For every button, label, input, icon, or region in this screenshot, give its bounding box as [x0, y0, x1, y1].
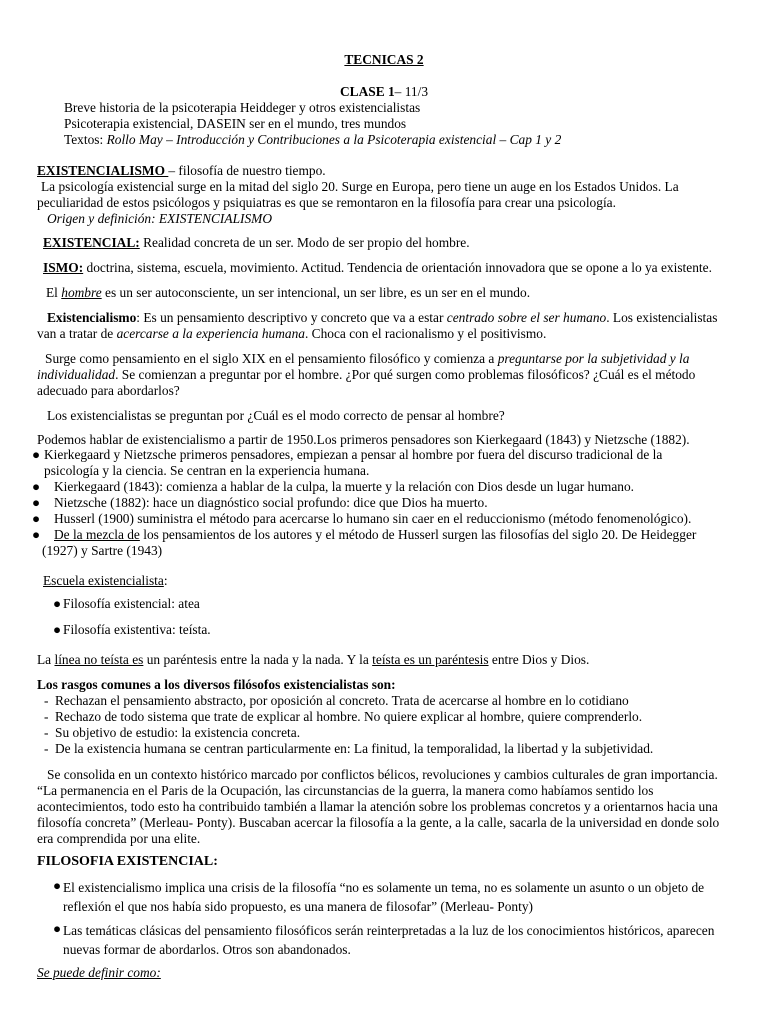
class-heading [0, 84, 768, 100]
existencialismo-def: – filosofía de nuestro tiempo. [168, 163, 326, 178]
intro-line: Psicoterapia existencial, DASEIN ser en el mundo, tres mundos [64, 116, 407, 131]
list-item: Nietzsche (1882): hace un diagnóstico social profundo: dice que Dios ha muerto. [54, 495, 488, 510]
dash-icon: - [44, 709, 49, 724]
pregunta-line: Los existencialistas se preguntan por ¿Cuál es el modo correcto de pensar al hombre? [47, 408, 505, 423]
existencialismo-term: EXISTENCIALISMO [37, 163, 169, 178]
mezcla-underlined: De la mezcla de [54, 527, 140, 542]
ismo-def [43, 260, 743, 276]
bullet-icon: ● [32, 527, 41, 542]
escuela-colon: : [163, 573, 168, 588]
existencialismo-section [37, 163, 737, 227]
hombre-pre: El [46, 285, 62, 300]
hombre-word: hombre [61, 285, 102, 300]
bullet-icon: ● [53, 878, 62, 893]
list-item: Rechazo de todo sistema que trate de explicar al hombre. No quiere explicar al hombre, quiere comprenderlo. [55, 709, 643, 724]
text-run: . Los existencialistas van a tratar de [37, 310, 718, 341]
list-item: Filosofía existentiva: teísta. [63, 622, 211, 637]
linea-line [37, 652, 757, 668]
list-item: Kierkegaard (1843): comienza a hablar de la culpa, la muerte y la relación con Dios desde un lugar humano. [54, 479, 635, 494]
class-label: CLASE 1 [339, 84, 395, 99]
document-title: TECNICAS 2 [344, 52, 424, 67]
list-item: Las temáticas clásicas del pensamiento filosóficos serán reinterpretadas a la luz de los conocimientos históricos, aparecen nuevas formar de abordarlos. Otros son abandonados. [63, 923, 715, 957]
mezcla-rest: los pensamientos de los autores y el método de Husserl surgen las filosofías del siglo 20. De Heidegger (1927) y Sartre (1943) [42, 527, 697, 558]
dash-icon: - [44, 693, 49, 708]
class-date: – 11/3 [394, 84, 429, 99]
list-item: Su objetivo de estudio: la existencia concreta. [55, 725, 301, 740]
bullet-icon: ● [53, 622, 62, 637]
bullet-icon: ● [32, 447, 41, 462]
list-item: Kierkegaard y Nietzsche primeros pensadores, empiezan a pensar al hombre por fuera del discurso tradicional de la psicología y la ciencia. Se centran en la experiencia humana. [44, 447, 663, 478]
existencialismo-heading [37, 163, 737, 179]
list-item: Rechazan el pensamiento abstracto, por oposición al concreto. Trata de acercarse al hombre en lo cotidiano [55, 693, 629, 708]
bullet-icon: ● [53, 921, 62, 936]
filosofia-heading: FILOSOFIA EXISTENCIAL: [37, 854, 218, 869]
dash-icon: - [44, 741, 49, 756]
intro-block [64, 100, 744, 148]
escuela-heading [43, 573, 743, 589]
list-item: El existencialismo implica una crisis de la filosofía “no es solamente un tema, no es solamente un asunto o un objeto de reflexión el que nos había sido propuesto, es una manera de filosofar” (Merleau- Ponty) [63, 880, 705, 914]
textos-label: Textos: [64, 132, 107, 147]
textos-line [64, 132, 744, 148]
text-run: La [37, 652, 55, 667]
list-item: Husserl (1900) suministra el método para acercarse lo humano sin caer en el reduccionismo (método fenomenológico). [54, 511, 692, 526]
list-item-mezcla [42, 527, 702, 559]
existencialismo-paragraph: La psicología existencial surge en la mitad del siglo 20. Surge en Europa, pero tiene un auge en los Estados Unidos. La peculiaridad de estos psicólogos y psiquiatras es que se remontaron en la filosofía para crear una psicología. [37, 179, 679, 210]
existencial-term: EXISTENCIAL: [43, 235, 140, 250]
ismo-text: doctrina, sistema, escuela, movimiento. Actitud. Tendencia de orientación innovadora que se opone a lo ya existente. [83, 260, 712, 275]
escuela-label: Escuela existencialista [43, 573, 164, 588]
text-run: entre Dios y Dios. [488, 652, 590, 667]
ismo-term: ISMO: [43, 260, 84, 275]
existencialismo-paragraph-2 [37, 310, 737, 342]
rasgos-heading: Los rasgos comunes a los diversos filósofos existencialistas son: [37, 677, 396, 692]
definir-line: Se puede definir como: [37, 965, 161, 980]
bullet-icon: ● [32, 495, 41, 510]
bullet-icon: ● [32, 479, 41, 494]
textos-ref: Rollo May – Introducción y Contribuciones a la Psicoterapia existencial – Cap 1 y 2 [106, 132, 562, 147]
text-run: preguntarse por la subjetividad y la individualidad [37, 351, 690, 382]
intro-line: Breve historia de la psicoterapia Heiddeger y otros existencialistas [64, 100, 421, 115]
surge-paragraph [37, 351, 731, 399]
text-run: acercarse a la experiencia humana [116, 326, 305, 341]
text-run: . Choca con el racionalismo y el positivismo. [304, 326, 547, 341]
consolida-paragraph: Se consolida en un contexto histórico marcado por conflictos bélicos, revoluciones y cambios culturales de gran importancia. “La permanencia en el Paris de la Ocupación, las circunstancias de la guerra, la manera como habíamos sentido los acontecimientos, todo esto ha contribuido también a llamar la atención sobre los problemas concretos y a orientarnos hacia una filosofía concreta” (Merleau- Ponty). Buscaban acercar la filosofía a la gente, a la calle, sacarla de la universidad en donde solo era comprendida por una elite. [37, 767, 720, 846]
hombre-post: es un ser autoconsciente, un ser intencional, un ser libre, es un ser en el mundo. [101, 285, 531, 300]
bullet-icon: ● [32, 511, 41, 526]
text-run: línea no teísta es [54, 652, 144, 667]
list-item: Filosofía existencial: atea [63, 596, 200, 611]
list-item: De la existencia humana se centran particularmente en: La finitud, la temporalidad, la libertad y la subjetividad. [55, 741, 654, 756]
text-run: . Se comienzan a preguntar por el hombre. ¿Por qué surgen como problemas filosóficos? ¿Cuál es el método adecuado para abordarlos? [37, 367, 696, 398]
hombre-line [46, 285, 746, 301]
text-run: Surge como pensamiento en el siglo XIX en el pensamiento filosófico y comienza a [45, 351, 498, 366]
bullet-icon: ● [53, 596, 62, 611]
dash-icon: - [44, 725, 49, 740]
podemos-line: Podemos hablar de existencialismo a partir de 1950.Los primeros pensadores son Kierkegaard (1843) y Nietzsche (1882). [37, 432, 690, 447]
existencial-text: Realidad concreta de un ser. Modo de ser propio del hombre. [139, 235, 470, 250]
text-run: centrado sobre el ser humano [446, 310, 607, 325]
text-run: un paréntesis entre la nada y la nada. Y la [143, 652, 373, 667]
existencialismo2-term: Existencialismo [47, 310, 137, 325]
text-run: teísta es un paréntesis [372, 652, 489, 667]
text-run: : Es un pensamiento descriptivo y concreto que va a estar [136, 310, 447, 325]
origen-line: Origen y definición: EXISTENCIALISMO [47, 211, 272, 226]
existencial-def [43, 235, 743, 251]
